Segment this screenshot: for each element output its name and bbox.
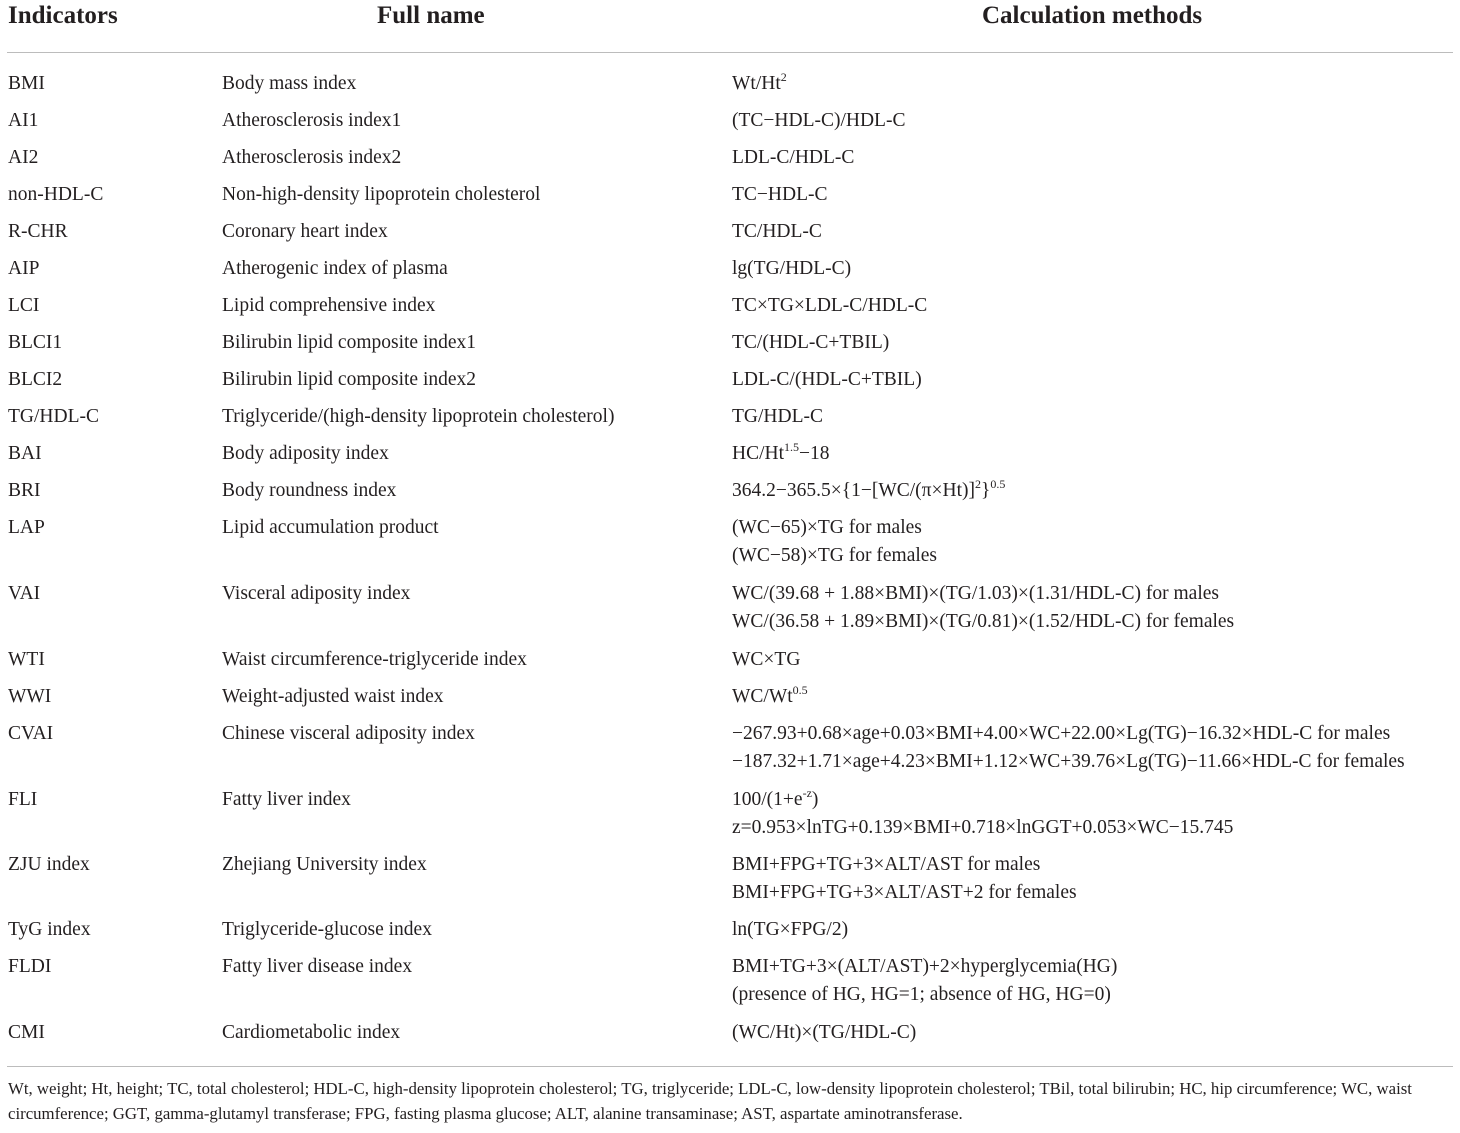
method-line — [732, 440, 830, 468]
method-line — [732, 580, 1234, 608]
method-line — [732, 608, 1234, 636]
method-text: WC×TG — [732, 649, 801, 670]
method-text: −267.93+0.68×age+0.03×BMI+4.00×WC+22.00×Lg(TG)−16.32×HDL-C for males — [732, 723, 1391, 744]
method-text: WC/Wt — [732, 686, 793, 707]
full-name-cell: Zhejiang University index — [222, 854, 427, 875]
calculation-method-cell — [732, 329, 889, 357]
calculation-method-cell — [732, 1019, 916, 1047]
header-full-name: Full name — [377, 2, 485, 29]
calculation-method-cell — [732, 403, 823, 431]
method-line — [732, 879, 1077, 907]
method-text: BMI+TG+3×(ALT/AST)+2×hyperglycemia(HG) — [732, 956, 1118, 977]
calculation-method-cell — [732, 851, 1077, 907]
method-line — [732, 70, 787, 98]
method-line — [732, 814, 1233, 842]
full-name-cell: Atherogenic index of plasma — [222, 258, 448, 279]
indicator-cell: BRI — [8, 480, 41, 501]
header-rule — [7, 52, 1453, 53]
full-name-cell: Fatty liver disease index — [222, 956, 413, 977]
full-name-cell: Fatty liver index — [222, 789, 351, 810]
method-superscript: 2 — [780, 70, 787, 84]
method-line — [732, 953, 1117, 981]
indicator-cell: FLDI — [8, 956, 52, 977]
full-name-cell: Visceral adiposity index — [222, 583, 411, 604]
full-name-cell: Weight-adjusted waist index — [222, 686, 444, 707]
indicator-cell: TG/HDL-C — [8, 406, 99, 427]
method-superscript: 1.5 — [784, 440, 800, 454]
method-text: −18 — [799, 443, 830, 464]
indicator-cell: BLCI2 — [8, 369, 63, 390]
method-line — [732, 181, 828, 209]
method-superscript: -z — [802, 786, 812, 800]
full-name-cell: Triglyceride/(high-density lipoprotein cholesterol) — [222, 406, 615, 427]
method-text: (TC−HDL-C)/HDL-C — [732, 110, 906, 131]
method-text: TC/HDL-C — [732, 221, 822, 242]
calculation-method-cell — [732, 292, 927, 320]
full-name-cell: Waist circumference-triglyceride index — [222, 649, 527, 670]
full-name-cell: Non-high-density lipoprotein cholesterol — [222, 184, 541, 205]
calculation-method-cell — [732, 683, 808, 711]
method-text: lg(TG/HDL-C) — [732, 258, 852, 279]
method-text: TG/HDL-C — [732, 406, 823, 427]
indicator-cell: BAI — [8, 443, 42, 464]
calculation-method-cell — [732, 366, 922, 394]
method-text: TC×TG×LDL-C/HDL-C — [732, 295, 928, 316]
header-calculation-methods: Calculation methods — [982, 2, 1203, 29]
method-line — [732, 981, 1117, 1009]
method-line — [732, 366, 922, 394]
indicator-cell: BLCI1 — [8, 332, 63, 353]
method-text: (WC/Ht)×(TG/HDL-C) — [732, 1022, 917, 1043]
method-line — [732, 255, 851, 283]
table-header — [0, 0, 1460, 40]
calculation-method-cell — [732, 953, 1117, 1009]
indicator-cell: ZJU index — [8, 854, 90, 875]
full-name-cell: Bilirubin lipid composite index1 — [222, 332, 477, 353]
table-footnote: Wt, weight; Ht, height; TC, total cholesterol; HDL-C, high-density lipoprotein cholesterol; TG, triglyceride; LDL-C, low-density lipoprotein cholesterol; TBil, total bilirubin; HC, hip circumference; WC, waist circumference; GGT, gamma-glutamyl transferase; FPG, fasting plasma glucose; ALT, alanine transaminase; AST, aspartate aminotransferase. — [8, 1079, 1412, 1123]
indicator-cell: AI2 — [8, 147, 39, 168]
method-superscript: 2 — [975, 477, 981, 491]
method-text: WC/(36.58 + 1.89×BMI)×(TG/0.81)×(1.52/HDL-C) for females — [732, 611, 1235, 632]
method-text: 100/(1+e — [732, 789, 803, 810]
method-line — [732, 748, 1405, 776]
full-name-cell: Triglyceride-glucose index — [222, 919, 432, 940]
indicator-cell: AIP — [8, 258, 40, 279]
method-line — [732, 916, 848, 944]
method-line — [732, 329, 889, 357]
indicator-cell: R-CHR — [8, 221, 68, 242]
calculation-method-cell — [732, 218, 822, 246]
calculation-method-cell — [732, 477, 1005, 505]
indicator-cell: FLI — [8, 789, 38, 810]
full-name-cell: Coronary heart index — [222, 221, 388, 242]
method-text: TC/(HDL-C+TBIL) — [732, 332, 890, 353]
calculation-method-cell — [732, 181, 828, 209]
calculation-method-cell — [732, 144, 854, 172]
method-line — [732, 514, 937, 542]
method-text: z=0.953×lnTG+0.139×BMI+0.718×lnGGT+0.053×WC−15.745 — [732, 817, 1234, 838]
calculation-method-cell — [732, 514, 937, 570]
indicator-cell: AI1 — [8, 110, 39, 131]
method-line — [732, 851, 1077, 879]
method-text: LDL-C/(HDL-C+TBIL) — [732, 369, 922, 390]
method-text: (WC−58)×TG for females — [732, 545, 938, 566]
indicator-cell: TyG index — [8, 919, 91, 940]
calculation-method-cell — [732, 255, 851, 283]
method-text: 364.2−365.5×{1−[WC/(π×Ht)] — [732, 480, 975, 501]
indicator-cell: BMI — [8, 73, 45, 94]
method-line — [732, 646, 800, 674]
calculation-method-cell — [732, 580, 1234, 636]
indicator-cell: WWI — [8, 686, 52, 707]
method-text: } — [981, 480, 991, 501]
method-text: −187.32+1.71×age+4.23×BMI+1.12×WC+39.76×Lg(TG)−11.66×HDL-C for females — [732, 751, 1405, 772]
method-line — [732, 403, 823, 431]
method-superscript: 0.5 — [792, 683, 808, 697]
calculation-method-cell — [732, 70, 787, 98]
method-text: TC−HDL-C — [732, 184, 828, 205]
full-name-cell: Cardiometabolic index — [222, 1022, 401, 1043]
full-name-cell: Bilirubin lipid composite index2 — [222, 369, 477, 390]
method-line — [732, 720, 1405, 748]
method-superscript: 0.5 — [990, 477, 1006, 491]
method-text: (WC−65)×TG for males — [732, 517, 922, 538]
method-line — [732, 107, 905, 135]
full-name-cell: Body adiposity index — [222, 443, 389, 464]
indicator-cell: CMI — [8, 1022, 45, 1043]
indicator-cell: CVAI — [8, 723, 54, 744]
method-text: HC/Ht — [732, 443, 785, 464]
method-line — [732, 683, 808, 711]
indicator-cell: LCI — [8, 295, 40, 316]
calculation-method-cell — [732, 107, 905, 135]
footer-rule — [7, 1066, 1453, 1067]
method-line — [732, 218, 822, 246]
method-line — [732, 1019, 916, 1047]
full-name-cell: Lipid accumulation product — [222, 517, 439, 538]
calculation-method-cell — [732, 646, 800, 674]
method-text: Wt/Ht — [732, 73, 781, 94]
calculation-method-cell — [732, 720, 1405, 776]
method-text: WC/(39.68 + 1.88×BMI)×(TG/1.03)×(1.31/HDL-C) for males — [732, 583, 1219, 604]
method-text: BMI+FPG+TG+3×ALT/AST for males — [732, 854, 1041, 875]
indicator-cell: non-HDL-C — [8, 184, 104, 205]
full-name-cell: Chinese visceral adiposity index — [222, 723, 475, 744]
method-text: ln(TG×FPG/2) — [732, 919, 849, 940]
calculation-method-cell — [732, 440, 830, 468]
method-line — [732, 144, 854, 172]
calculation-method-cell — [732, 916, 848, 944]
header-indicators: Indicators — [8, 2, 118, 29]
indicator-cell: VAI — [8, 583, 41, 604]
method-text: BMI+FPG+TG+3×ALT/AST+2 for females — [732, 882, 1077, 903]
method-text: (presence of HG, HG=1; absence of HG, HG=0) — [732, 984, 1111, 1005]
method-line — [732, 786, 1233, 814]
full-name-cell: Lipid comprehensive index — [222, 295, 436, 316]
method-line — [732, 292, 927, 320]
full-name-cell: Atherosclerosis index2 — [222, 147, 402, 168]
calculation-method-cell — [732, 786, 1233, 842]
method-text: LDL-C/HDL-C — [732, 147, 855, 168]
full-name-cell: Atherosclerosis index1 — [222, 110, 402, 131]
method-text: ) — [811, 789, 819, 810]
indicator-cell: WTI — [8, 649, 45, 670]
full-name-cell: Body mass index — [222, 73, 357, 94]
method-line — [732, 477, 1005, 505]
indicator-cell: LAP — [8, 517, 45, 538]
method-line — [732, 542, 937, 570]
full-name-cell: Body roundness index — [222, 480, 397, 501]
